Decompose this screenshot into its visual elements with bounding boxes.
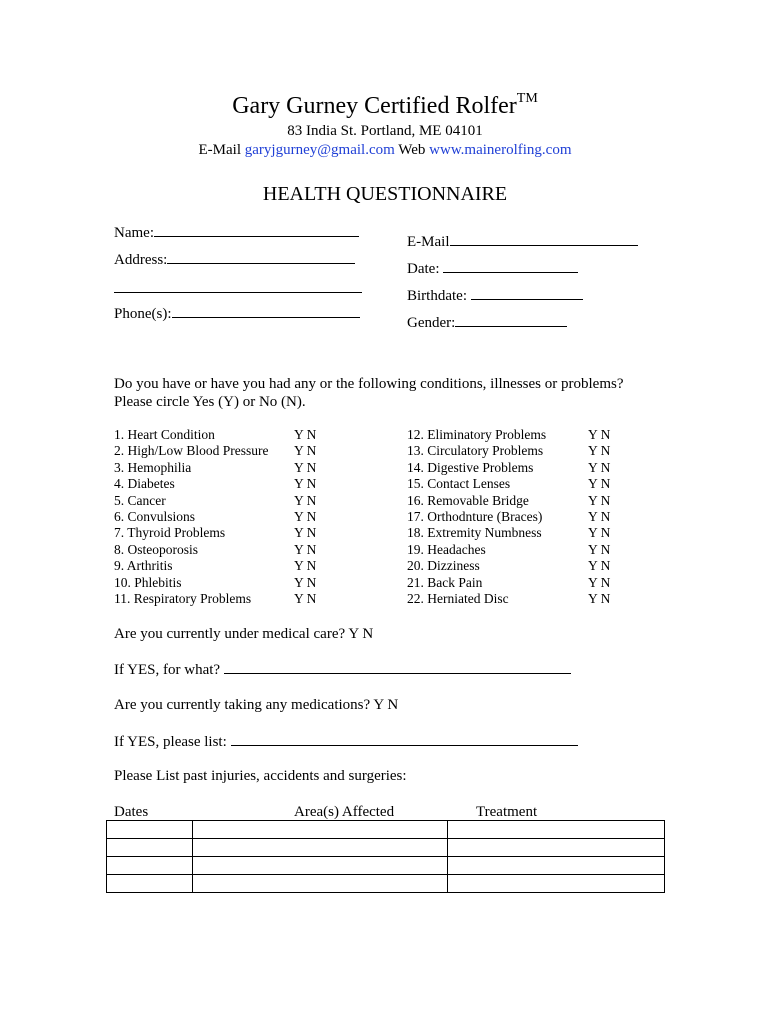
condition-item: 10. Phlebitis — [114, 574, 182, 590]
medical-care-details-line[interactable] — [224, 661, 571, 674]
condition-item: 8. Osteoporosis — [114, 541, 198, 557]
table-row — [107, 857, 665, 875]
conditions-prompt-line2: Please circle Yes (Y) or No (N). — [114, 394, 306, 410]
yn-choice[interactable]: Y N — [588, 492, 611, 508]
phone-label: Phone(s): — [114, 306, 172, 322]
birthdate-field[interactable] — [407, 287, 583, 305]
address-field[interactable] — [114, 251, 355, 269]
table-row — [107, 839, 665, 857]
condition-item: 16. Removable Bridge — [407, 492, 529, 508]
condition-item: 2. High/Low Blood Pressure — [114, 443, 269, 459]
yn-choice[interactable]: Y N — [294, 509, 317, 525]
email-link[interactable]: garyjgurney@gmail.com — [244, 142, 395, 158]
gender-field[interactable] — [407, 314, 567, 332]
medical-care-details-field[interactable] — [114, 661, 571, 679]
treatment-cell[interactable] — [448, 857, 665, 875]
name-field[interactable] — [114, 224, 359, 242]
condition-item: 21. Back Pain — [407, 574, 483, 590]
condition-item: 1. Heart Condition — [114, 427, 215, 442]
yn-choice[interactable]: Y N — [294, 541, 317, 557]
condition-item: 13. Circulatory Problems — [407, 443, 544, 459]
address-line[interactable] — [167, 251, 355, 264]
email-field-label: E-Mail — [407, 234, 450, 250]
yn-choice[interactable]: Y N — [588, 476, 611, 492]
date-field[interactable] — [407, 260, 578, 278]
medications-list-label: If YES, please list: — [114, 734, 227, 750]
condition-item: 4. Diabetes — [114, 476, 175, 492]
yn-choice[interactable]: Y N — [294, 591, 317, 607]
treatment-cell[interactable] — [448, 875, 665, 893]
treatment-cell[interactable] — [448, 821, 665, 839]
phone-field[interactable] — [114, 305, 360, 323]
medical-care-question[interactable]: Are you currently under medical care? Y N — [114, 626, 374, 642]
name-label: Name: — [114, 225, 154, 241]
condition-item: 19. Headaches — [407, 541, 486, 557]
date-line[interactable] — [443, 260, 578, 273]
yn-choice[interactable]: Y N — [294, 476, 317, 492]
yn-choice[interactable]: Y N — [588, 427, 611, 442]
trademark-symbol: TM — [516, 91, 538, 106]
table-row — [107, 821, 665, 839]
condition-item: 9. Arthritis — [114, 558, 173, 574]
condition-item: 3. Hemophilia — [114, 459, 192, 475]
web-label: Web — [398, 142, 426, 158]
birthdate-line[interactable] — [471, 287, 583, 300]
contact-line — [0, 142, 770, 159]
birthdate-label: Birthdate: — [407, 288, 467, 304]
conditions-prompt-line1: Do you have or have you had any or the following conditions, illnesses or problems? — [114, 376, 624, 392]
condition-item: 7. Thyroid Problems — [114, 525, 226, 541]
yn-column-left[interactable] — [294, 427, 316, 607]
dates-cell[interactable] — [107, 857, 193, 875]
area-cell[interactable] — [193, 875, 448, 893]
yn-choice[interactable]: Y N — [588, 443, 611, 459]
condition-item: 12. Eliminatory Problems — [407, 427, 547, 442]
area-cell[interactable] — [193, 839, 448, 857]
form-title: HEALTH QUESTIONNAIRE — [262, 183, 508, 205]
treatment-cell[interactable] — [448, 839, 665, 857]
dates-cell[interactable] — [107, 839, 193, 857]
yn-column-right[interactable] — [588, 427, 610, 607]
medications-list-field[interactable] — [114, 733, 578, 751]
condition-item: 17. Orthodnture (Braces) — [407, 509, 543, 525]
injuries-prompt: Please List past injuries, accidents and surgeries: — [114, 768, 407, 784]
yn-choice[interactable]: Y N — [588, 558, 611, 574]
gender-label: Gender: — [407, 315, 456, 331]
medications-question[interactable]: Are you currently taking any medications? Y N — [114, 697, 399, 713]
yn-choice[interactable]: Y N — [294, 443, 317, 459]
yn-choice[interactable]: Y N — [588, 525, 611, 541]
condition-item: 11. Respiratory Problems — [114, 591, 252, 607]
yn-choice[interactable]: Y N — [294, 574, 317, 590]
address-field-2[interactable] — [114, 280, 362, 298]
table-row — [107, 875, 665, 893]
yn-choice[interactable]: Y N — [294, 558, 317, 574]
dates-column-header: Dates — [114, 804, 149, 820]
address-label: Address: — [114, 252, 168, 268]
area-column-header: Area(s) Affected — [294, 804, 395, 820]
conditions-list-right — [407, 427, 546, 607]
condition-item: 14. Digestive Problems — [407, 459, 534, 475]
condition-item: 18. Extremity Numbness — [407, 525, 542, 541]
yn-choice[interactable]: Y N — [588, 459, 611, 475]
condition-item: 5. Cancer — [114, 492, 166, 508]
yn-choice[interactable]: Y N — [294, 459, 317, 475]
practitioner-title: Gary Gurney Certified Rolfer™ — [232, 91, 538, 119]
address-line-2[interactable] — [114, 280, 362, 293]
phone-line[interactable] — [172, 305, 360, 318]
treatment-column-header: Treatment — [476, 804, 538, 820]
email-label: E-Mail — [198, 142, 242, 158]
condition-item: 15. Contact Lenses — [407, 476, 511, 492]
yn-choice[interactable]: Y N — [588, 591, 611, 607]
yn-choice[interactable]: Y N — [588, 509, 611, 525]
area-cell[interactable] — [193, 821, 448, 839]
condition-item: 20. Dizziness — [407, 558, 480, 574]
yn-choice[interactable]: Y N — [294, 427, 317, 442]
practice-address: 83 India St. Portland, ME 04101 — [287, 123, 483, 139]
dates-cell[interactable] — [107, 875, 193, 893]
email-line[interactable] — [450, 233, 638, 246]
website-link[interactable]: www.mainerolfing.com — [429, 142, 572, 158]
medical-care-details-label: If YES, for what? — [114, 662, 221, 678]
condition-item: 22. Herniated Disc — [407, 591, 509, 607]
condition-item: 6. Convulsions — [114, 509, 196, 525]
injury-table — [106, 820, 665, 893]
date-label: Date: — [407, 261, 440, 277]
yn-choice[interactable]: Y N — [294, 525, 317, 541]
name-line[interactable] — [154, 224, 359, 237]
area-cell[interactable] — [193, 857, 448, 875]
conditions-list-left — [114, 427, 269, 607]
yn-choice[interactable]: Y N — [588, 541, 611, 557]
yn-choice[interactable]: Y N — [294, 492, 317, 508]
medications-list-line[interactable] — [231, 733, 578, 746]
gender-line[interactable] — [455, 314, 567, 327]
yn-choice[interactable]: Y N — [588, 574, 611, 590]
email-field[interactable] — [407, 233, 638, 251]
dates-cell[interactable] — [107, 821, 193, 839]
